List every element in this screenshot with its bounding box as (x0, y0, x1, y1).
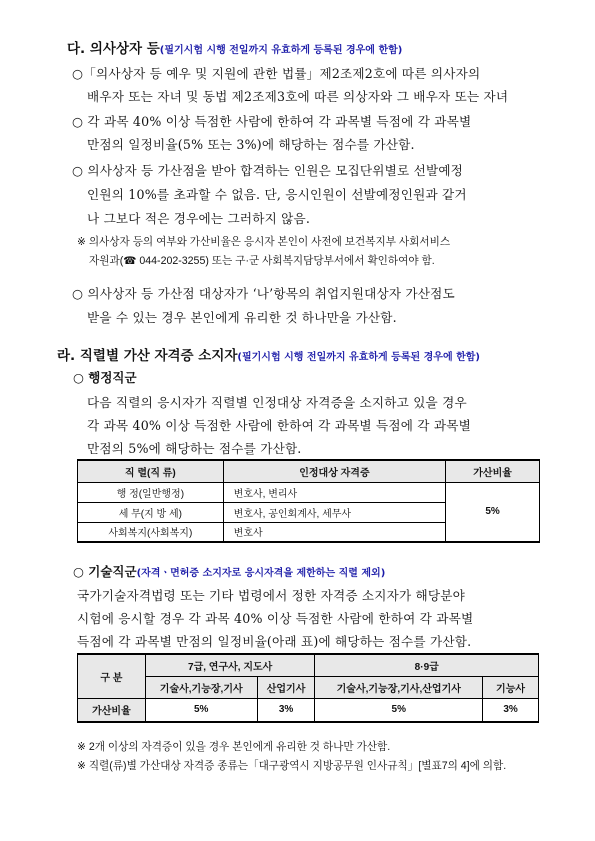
ra-remark-2: ※ 직렬(류)별 가산대상 자격증 종류는「대구광역시 지방공무원 인사규칙」[별표7의 4]에 의함. (77, 760, 507, 772)
col-header-cert: 인정대상 자격증 (223, 460, 446, 482)
da-item-2-line-2: 만점의 일정비율(5% 또는 3%)에 해당하는 점수를 가산함. (87, 137, 415, 152)
section-ra-note: (필기시험 시행 전일까지 유효하게 등록된 경우에 한함) (237, 352, 480, 363)
da-item-3-line-2: 인원의 10%를 초과할 수 없음. 단, 응시인원이 선발예정인원과 같거 (87, 187, 467, 202)
table-row (78, 698, 539, 722)
tech-heading: ○ 기술직군 (73, 564, 137, 579)
series-cell: 행 정(일반행정) (78, 482, 224, 502)
tech-heading-line (73, 562, 385, 580)
section-ra-heading: 라. 직렬별 가산 자격증 소지자 (57, 348, 238, 364)
rate-cell: 5% (315, 698, 483, 722)
da-item-4-line-2: 받을 수 있는 경우 본인에게 유리한 것 하나만을 가산함. (87, 310, 397, 325)
admin-heading: ○ 행정직군 (73, 370, 137, 385)
group-header-7: 7급, 연구사, 지도사 (145, 654, 315, 676)
col-header-series: 직 렬(직 류) (78, 460, 224, 482)
ra-remark-1: ※ 2개 이상의 자격증이 있을 경우 본인에게 유리한 것 하나만 가산함. (77, 741, 391, 753)
rate-cell: 5% (145, 698, 257, 722)
cert-cell: 변호사, 변리사 (223, 482, 446, 502)
da-item-4-line-1: ○ 의사상자 등 가산점 대상자가 ‘나’항목의 취업지원대상자 가산점도 (72, 286, 455, 301)
da-item-1-line-1: ○「의사상자 등 예우 및 지원에 관한 법률」제2조제2호에 따른 의사자의 (72, 66, 481, 81)
rate-cell: 3% (257, 698, 315, 722)
series-cell: 세 무(지 방 세) (78, 502, 224, 522)
tech-cert-table (77, 653, 539, 723)
cert-cell: 변호사, 공인회계사, 세무사 (223, 502, 446, 522)
section-da-title (67, 37, 402, 57)
da-remark-line-2: 자원과(☎ 044-202-3255) 또는 구·군 사회복지담당부서에서 확인하여야 함. (89, 255, 435, 267)
series-cell: 사회복지(사회복지) (78, 522, 224, 542)
rate-cell: 3% (483, 698, 539, 722)
col-header-rate: 가산비율 (446, 460, 540, 482)
da-item-3-line-1: ○ 의사상자 등 가산점을 받아 합격하는 인원은 모집단위별로 선발예정 (72, 163, 464, 178)
tech-text-line-1: 국가기술자격법령 또는 기타 법령에서 정한 자격증 소지자가 해당분야 (77, 588, 466, 603)
rate-cell: 5% (446, 482, 540, 542)
tech-heading-note: (자격ㆍ면허증 소지자로 응시자격을 제한하는 직렬 제외) (136, 568, 386, 579)
gubun-header: 구 분 (78, 654, 146, 698)
da-item-1-line-2: 배우자 또는 자녀 및 동법 제2조제3호에 따른 의상자와 그 배우자 또는 자녀 (87, 89, 509, 104)
section-da-note: (필기시험 시행 전일까지 유효하게 등록된 경우에 한함) (159, 45, 403, 56)
col-header: 기능사 (483, 676, 539, 698)
admin-text-line-1: 다음 직렬의 응시자가 직렬별 인정대상 자격증을 소지하고 있을 경우 (87, 395, 467, 410)
table-row (78, 482, 540, 502)
admin-text-line-3: 만점의 5%에 해당하는 점수를 가산함. (87, 441, 302, 456)
admin-text-line-2: 각 과목 40% 이상 득점한 사람에 한하여 각 과목별 득점에 각 과목별 (87, 418, 471, 433)
da-remark-line-1: ※ 의사상자 등의 여부와 가산비율은 응시자 본인이 사전에 보건복지부 사회서비스 (77, 236, 451, 248)
admin-cert-table (77, 459, 540, 543)
tech-text-line-3: 득점에 각 과목별 만점의 일정비율(아래 표)에 해당하는 점수를 가산함. (77, 634, 472, 649)
col-header: 산업기사 (257, 676, 315, 698)
da-item-2-line-1: ○ 각 과목 40% 이상 득점한 사람에 한하여 각 과목별 득점에 각 과목별 (72, 114, 472, 129)
row-label: 가산비율 (78, 698, 146, 722)
col-header: 기술사,기능장,기사 (145, 676, 257, 698)
col-header: 기술사,기능장,기사,산업기사 (315, 676, 483, 698)
cert-cell: 변호사 (223, 522, 446, 542)
group-header-89: 8·9급 (315, 654, 539, 676)
da-item-3-line-3: 나 그보다 적은 경우에는 그러하지 않음. (87, 211, 311, 226)
section-da-heading: 다. 의사상자 등 (67, 41, 160, 57)
tech-text-line-2: 시험에 응시할 경우 각 과목 40% 이상 득점한 사람에 한하여 각 과목별 (77, 611, 474, 626)
section-ra-title (57, 344, 480, 364)
